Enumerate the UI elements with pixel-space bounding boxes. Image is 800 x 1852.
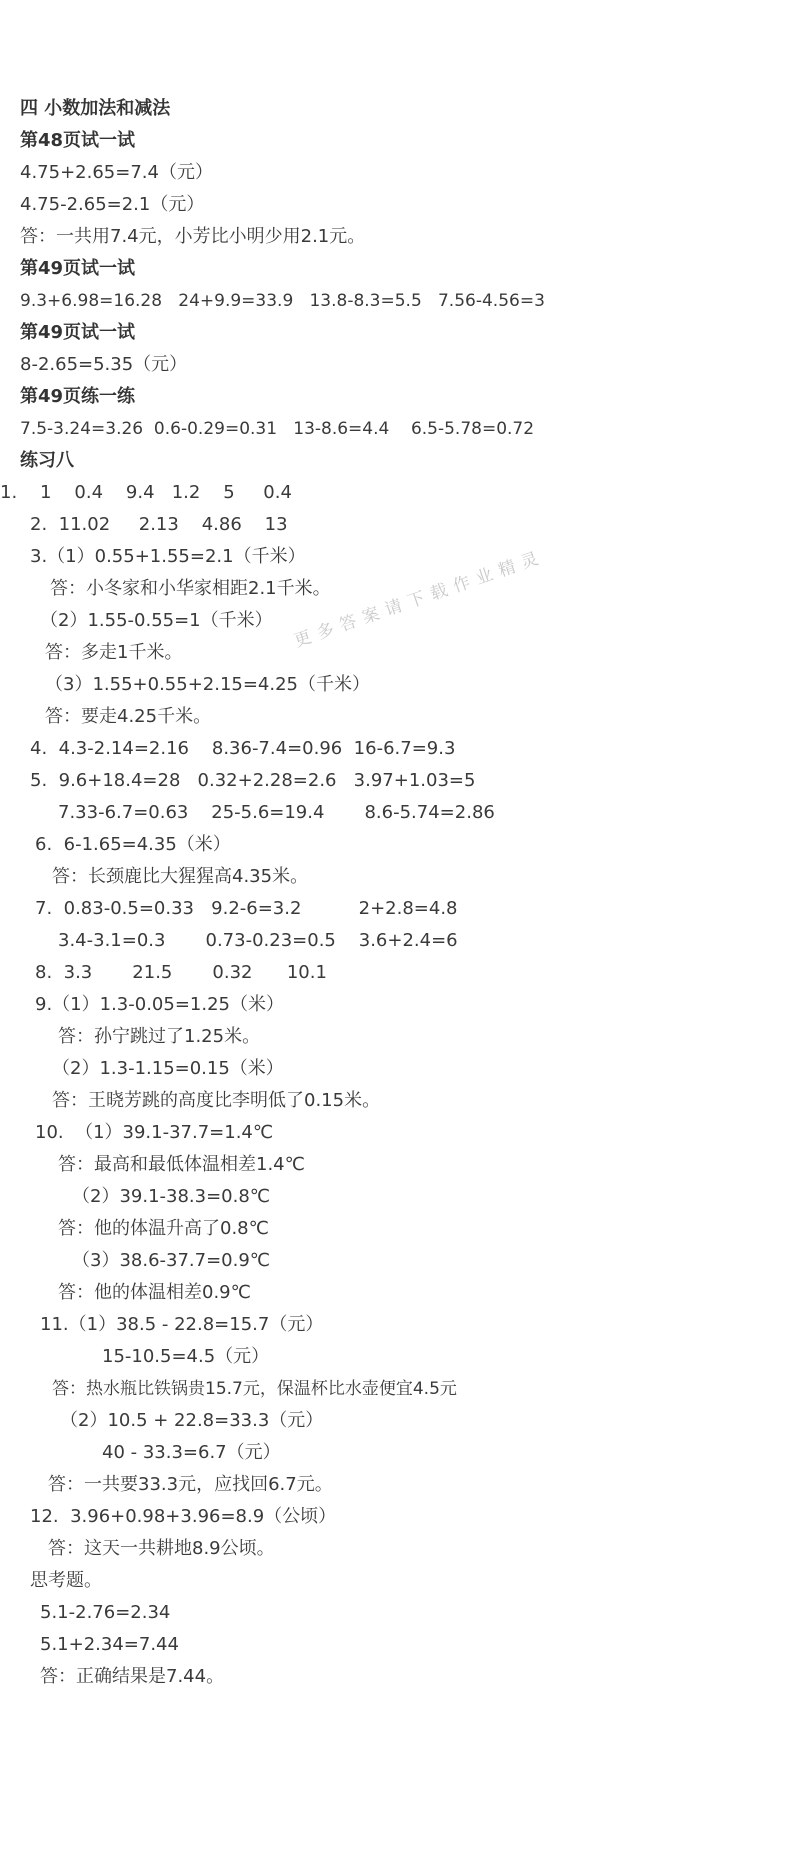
item-line: 3.4-3.1=0.3 0.73-0.23=0.5 3.6+2.4=6	[58, 930, 458, 951]
answer-line: 答：他的体温升高了0.8℃	[58, 1218, 269, 1239]
answer-line: 答：小冬家和小华家相距2.1千米。	[50, 578, 331, 599]
item-line: 3.（1）0.55+1.55=2.1（千米）	[30, 546, 306, 567]
item-line: 40 - 33.3=6.7（元）	[102, 1442, 281, 1463]
item-line: 5. 9.6+18.4=28 0.32+2.28=2.6 3.97+1.03=5	[30, 770, 476, 791]
section-title: 四 小数加法和减法	[20, 98, 171, 119]
answer-line: 答：孙宁跳过了1.25米。	[58, 1026, 261, 1047]
item-line: 11.（1）38.5 - 22.8=15.7（元）	[40, 1314, 324, 1335]
equation-line: 7.5-3.24=3.26 0.6-0.29=0.31 13-8.6=4.4 6.5-5.78=0.72	[20, 419, 535, 439]
watermark: 更多答案请下载作业精灵	[291, 546, 548, 652]
item-line: 7.33-6.7=0.63 25-5.6=19.4 8.6-5.74=2.86	[58, 802, 495, 823]
answer-line: 答：王晓芳跳的高度比李明低了0.15米。	[52, 1090, 381, 1111]
answer-line: 答：这天一共耕地8.9公顷。	[48, 1538, 275, 1559]
item-line: 2. 11.02 2.13 4.86 13	[30, 514, 288, 535]
item-line: 10. （1）39.1-37.7=1.4℃	[35, 1122, 274, 1143]
answer-line: 答：他的体温相差0.9℃	[58, 1282, 251, 1303]
item-line: 15-10.5=4.5（元）	[102, 1346, 270, 1367]
answer-line: 答：要走4.25千米。	[45, 706, 212, 727]
equation-line: 4.75+2.65=7.4（元）	[20, 162, 213, 183]
item-line: （2）1.3-1.15=0.15（米）	[52, 1058, 284, 1079]
page-heading: 第49页试一试	[20, 258, 136, 279]
item-line: 6. 6-1.65=4.35（米）	[35, 834, 231, 855]
page-heading: 第48页试一试	[20, 130, 136, 151]
item-line: 8. 3.3 21.5 0.32 10.1	[35, 962, 327, 983]
item-line: （2）1.55-0.55=1（千米）	[40, 610, 273, 631]
answer-line: 答：多走1千米。	[45, 642, 183, 663]
item-line: 4. 4.3-2.14=2.16 8.36-7.4=0.96 16-6.7=9.3	[30, 738, 456, 759]
answer-line: 答：一共用7.4元，小芳比小明少用2.1元。	[20, 226, 366, 247]
equation-line: 4.75-2.65=2.1（元）	[20, 194, 205, 215]
equation-line: 9.3+6.98=16.28 24+9.9=33.9 13.8-8.3=5.5 7.56-4.56=3	[20, 291, 545, 311]
item-line: （3）38.6-37.7=0.9℃	[72, 1250, 271, 1271]
thinking-question-heading: 思考题。	[30, 1570, 102, 1591]
equation-line: 8-2.65=5.35（元）	[20, 354, 188, 375]
answer-line: 答：热水瓶比铁锅贵15.7元，保温杯比水壶便宜4.5元	[52, 1379, 457, 1399]
answer-line: 答：最高和最低体温相差1.4℃	[58, 1154, 305, 1175]
page-heading: 第49页试一试	[20, 322, 136, 343]
equation-line: 5.1+2.34=7.44	[40, 1634, 179, 1655]
item-line: （2）39.1-38.3=0.8℃	[72, 1186, 271, 1207]
item-line: （2）10.5 + 22.8=33.3（元）	[60, 1410, 324, 1431]
equation-line: 5.1-2.76=2.34	[40, 1602, 171, 1623]
answer-line: 答：正确结果是7.44。	[40, 1666, 225, 1687]
item-line: 12. 3.96+0.98+3.96=8.9（公顷）	[30, 1506, 337, 1527]
page-heading: 第49页练一练	[20, 386, 136, 407]
item-line: 9.（1）1.3-0.05=1.25（米）	[35, 994, 284, 1015]
answer-line: 答：一共要33.3元，应找回6.7元。	[48, 1474, 333, 1495]
item-line: （3）1.55+0.55+2.15=4.25（千米）	[45, 674, 371, 695]
answer-line: 答：长颈鹿比大猩猩高4.35米。	[52, 866, 309, 887]
item-line: 1. 1 0.4 9.4 1.2 5 0.4	[0, 482, 292, 503]
exercise-heading: 练习八	[20, 450, 74, 471]
item-line: 7. 0.83-0.5=0.33 9.2-6=3.2 2+2.8=4.8	[35, 898, 458, 919]
